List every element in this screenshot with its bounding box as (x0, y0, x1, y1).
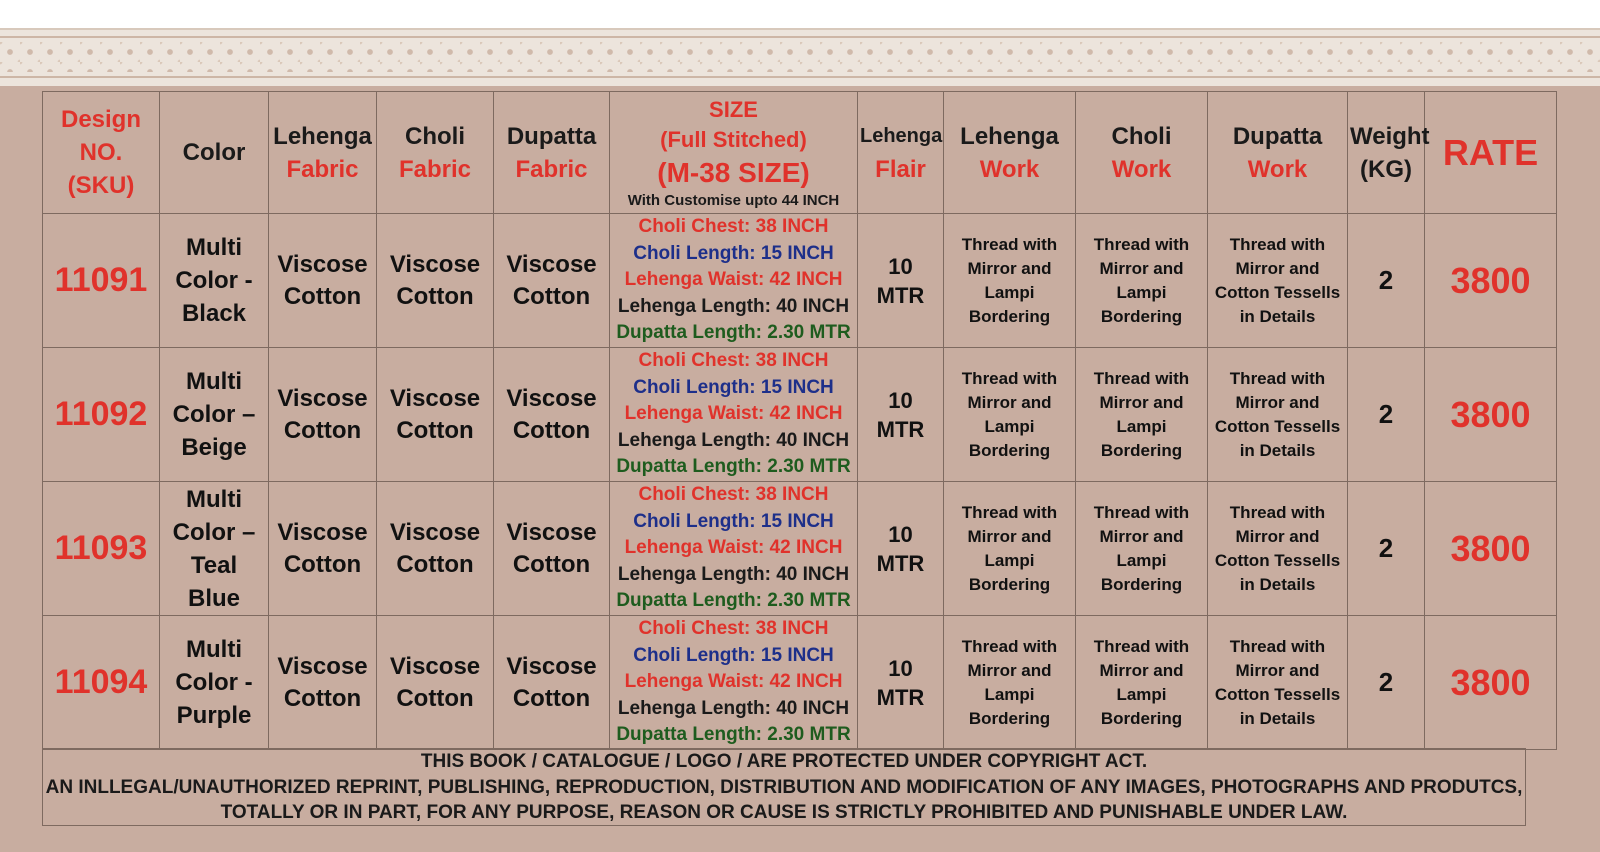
lehenga-waist: Lehenga Waist: 42 INCH (624, 403, 843, 425)
work-line: Bordering (1100, 708, 1183, 728)
work-line: Bordering (968, 440, 1051, 460)
choli-length: Choli Length: 15 INCH (633, 510, 834, 532)
work-line: in Details (1239, 574, 1316, 594)
flair-line: MTR (876, 282, 925, 308)
rate-cell (1425, 214, 1557, 348)
work-line: Cotton Tessells (1214, 416, 1341, 436)
lehenga-length: Lehenga Length: 40 INCH (617, 563, 850, 585)
dupatta-length: Dupatta Length: 2.30 MTR (616, 590, 851, 612)
flair-line: MTR (876, 550, 925, 576)
choli-fabric-cell (377, 616, 494, 750)
dupatta-fabric-cell (494, 348, 610, 482)
work-line: Cotton Tessells (1214, 282, 1341, 302)
color-cell (160, 616, 269, 750)
copyright-line: TOTALLY OR IN PART, FOR ANY PURPOSE, REASON OR CAUSE IS STRICTLY PROHIBITED AND PUNISHABLE UNDER LAW. (220, 802, 1348, 823)
work-line: Mirror and (967, 258, 1052, 278)
choli-fabric-cell (377, 348, 494, 482)
weight-cell (1348, 482, 1425, 616)
color-line: Color – (172, 401, 256, 428)
header-lehenga-fabric-line2: Fabric (286, 155, 359, 183)
header-weight (1348, 92, 1430, 214)
lehenga-fabric-cell (269, 482, 377, 616)
weight-cell (1348, 616, 1425, 750)
work-line: Thread with (1093, 368, 1190, 388)
lehenga-waist: Lehenga Waist: 42 INCH (624, 537, 843, 559)
choli-chest: Choli Chest: 38 INCH (638, 350, 829, 372)
band-line-bottom (0, 76, 1600, 78)
copyright-line: AN INLLEGAL/UNAUTHORIZED REPRINT, PUBLISHING, REPRODUCTION, DISTRIBUTION AND MODIFICATION OF ANY IMAGES, PHOTOGRAPHS AND PRODUTCS, (45, 776, 1523, 798)
fabric-line: Viscose (389, 384, 481, 412)
work-line: Bordering (1100, 440, 1183, 460)
lehenga-work-cell (944, 214, 1076, 348)
rate-value: 3800 (1450, 393, 1531, 435)
work-line: Lampi (984, 416, 1035, 436)
copyright-line: THIS BOOK / CATALOGUE / LOGO / ARE PROTECTED UNDER COPYRIGHT ACT. (420, 751, 1148, 772)
sku-cell (43, 214, 160, 348)
flair-cell (858, 616, 944, 750)
sku-cell (43, 616, 160, 750)
lehenga-fabric-cell (269, 348, 377, 482)
header-row (43, 92, 1557, 214)
work-line: Bordering (1100, 306, 1183, 326)
work-line: Mirror and (967, 392, 1052, 412)
header-lehenga-fabric (269, 92, 377, 214)
lehenga-waist: Lehenga Waist: 42 INCH (624, 671, 843, 693)
color-line: Color - (175, 267, 253, 294)
fabric-line: Viscose (389, 250, 481, 278)
color-cell (160, 482, 269, 616)
work-line: Lampi (984, 684, 1035, 704)
work-line: Thread with (961, 234, 1058, 254)
band-line-top (0, 36, 1600, 38)
work-line: Lampi (984, 282, 1035, 302)
work-line: Mirror and (1235, 392, 1320, 412)
dupatta-length: Dupatta Length: 2.30 MTR (616, 322, 851, 344)
work-line: Mirror and (1099, 526, 1184, 546)
header-dupatta-fabric-line2: Fabric (515, 155, 588, 183)
header-lehenga-flair-line1: Lehenga (860, 124, 943, 147)
header-size-note: With Customise upto 44 INCH (627, 191, 840, 209)
fabric-line: Viscose (506, 518, 597, 546)
work-line: Bordering (968, 708, 1051, 728)
work-line: Thread with (1093, 636, 1190, 656)
sku-value: 11094 (54, 663, 148, 701)
work-line: Thread with (961, 368, 1058, 388)
sku-value: 11091 (54, 261, 148, 299)
work-line: Mirror and (1099, 660, 1184, 680)
color-cell (160, 348, 269, 482)
work-line: in Details (1239, 306, 1316, 326)
work-line: Lampi (1116, 416, 1167, 436)
fabric-line: Viscose (389, 518, 481, 546)
flair-line: 10 (888, 387, 913, 413)
dupatta-work-cell (1208, 214, 1348, 348)
header-design-line1: Design (60, 106, 141, 133)
dupatta-length: Dupatta Length: 2.30 MTR (616, 456, 851, 478)
choli-work-cell (1076, 348, 1208, 482)
choli-fabric-cell (377, 214, 494, 348)
choli-length: Choli Length: 15 INCH (633, 376, 834, 398)
fabric-line: Cotton (283, 550, 362, 578)
header-rate (1425, 92, 1557, 214)
color-line: Black (181, 300, 247, 327)
color-line: Color – (172, 518, 256, 546)
choli-work-cell (1076, 616, 1208, 750)
fabric-line: Cotton (283, 282, 362, 310)
size-cell (610, 214, 858, 348)
rate-cell (1425, 482, 1557, 616)
fabric-line: Cotton (396, 282, 474, 310)
dupatta-work-cell (1208, 348, 1348, 482)
size-cell (610, 616, 858, 750)
header-choli-fabric-line2: Fabric (398, 155, 472, 183)
work-line: Mirror and (1235, 526, 1320, 546)
work-line: Cotton Tessells (1214, 684, 1341, 704)
lehenga-length: Lehenga Length: 40 INCH (617, 429, 850, 451)
rate-value: 3800 (1450, 527, 1531, 569)
choli-chest: Choli Chest: 38 INCH (638, 484, 829, 506)
color-line: Multi (186, 636, 242, 663)
fabric-line: Cotton (512, 684, 591, 712)
choli-chest: Choli Chest: 38 INCH (638, 618, 829, 640)
header-lehenga-work-line1: Lehenga (960, 122, 1059, 150)
header-weight-line1: Weight (1350, 122, 1430, 150)
fabric-line: Viscose (389, 652, 481, 680)
work-line: Cotton Tessells (1214, 550, 1341, 570)
flair-cell (858, 482, 944, 616)
fabric-line: Viscose (277, 250, 368, 278)
color-cell (160, 214, 269, 348)
work-line: Lampi (984, 550, 1035, 570)
lehenga-length: Lehenga Length: 40 INCH (617, 295, 850, 317)
header-lehenga-flair (858, 92, 944, 214)
work-line: Mirror and (967, 526, 1052, 546)
work-line: Mirror and (1235, 258, 1320, 278)
header-size-line3: (M-38 SIZE) (657, 156, 810, 188)
header-size-line2: (Full Stitched) (660, 126, 807, 152)
header-size-line1: SIZE (709, 96, 758, 122)
color-line: Multi (186, 234, 242, 261)
header-choli-work-line1: Choli (1111, 122, 1172, 150)
weight-cell (1348, 214, 1425, 348)
header-design (43, 92, 160, 214)
header-choli-fabric-line1: Choli (405, 122, 465, 150)
work-line: Thread with (1229, 502, 1326, 522)
dupatta-fabric-cell (494, 482, 610, 616)
table-row (43, 214, 1557, 348)
fabric-line: Cotton (396, 550, 474, 578)
dupatta-fabric-cell (494, 616, 610, 750)
header-dupatta-work-line2: Work (1247, 155, 1308, 183)
header-lehenga-work (944, 92, 1076, 214)
header-design-line3: (SKU) (67, 172, 135, 199)
work-line: Bordering (968, 306, 1051, 326)
work-line: Thread with (1229, 368, 1326, 388)
color-line: Multi (186, 368, 242, 395)
lehenga-work-cell (944, 482, 1076, 616)
work-line: Thread with (1229, 234, 1326, 254)
dupatta-fabric-cell (494, 214, 610, 348)
fabric-line: Cotton (512, 550, 591, 578)
header-color-label: Color (182, 139, 246, 166)
catalog-table (42, 91, 1557, 750)
flair-cell (858, 214, 944, 348)
band-pattern (0, 42, 1600, 72)
work-line: in Details (1239, 708, 1316, 728)
color-line: Purple (176, 702, 252, 729)
work-line: in Details (1239, 440, 1316, 460)
work-line: Mirror and (1235, 660, 1320, 680)
weight-cell (1348, 348, 1425, 482)
fabric-line: Viscose (506, 652, 597, 680)
header-dupatta-work-line1: Dupatta (1232, 122, 1323, 150)
choli-work-cell (1076, 482, 1208, 616)
choli-length: Choli Length: 15 INCH (633, 242, 834, 264)
header-size (610, 92, 858, 214)
lehenga-fabric-cell (269, 214, 377, 348)
dupatta-work-cell (1208, 616, 1348, 750)
work-line: Lampi (1116, 684, 1167, 704)
lehenga-length: Lehenga Length: 40 INCH (617, 697, 850, 719)
lehenga-waist: Lehenga Waist: 42 INCH (624, 269, 843, 291)
sku-value: 11093 (54, 529, 148, 567)
flair-cell (858, 348, 944, 482)
choli-chest: Choli Chest: 38 INCH (638, 216, 829, 238)
size-cell (610, 482, 858, 616)
header-design-line2: NO. (79, 139, 123, 166)
weight-value: 2 (1378, 533, 1394, 563)
flair-line: MTR (876, 684, 925, 710)
work-line: Lampi (1116, 282, 1167, 302)
work-line: Thread with (1093, 234, 1190, 254)
fabric-line: Viscose (506, 384, 597, 412)
work-line: Mirror and (1099, 392, 1184, 412)
fabric-line: Cotton (512, 416, 591, 444)
sku-cell (43, 348, 160, 482)
work-line: Mirror and (1099, 258, 1184, 278)
flair-line: 10 (888, 521, 913, 547)
flair-line: MTR (876, 416, 925, 442)
work-line: Thread with (1229, 636, 1326, 656)
header-choli-work (1076, 92, 1208, 214)
table-row (43, 616, 1557, 750)
fabric-line: Viscose (506, 250, 597, 278)
choli-fabric-cell (377, 482, 494, 616)
header-lehenga-fabric-line1: Lehenga (273, 122, 372, 150)
color-line: Teal Blue (187, 551, 240, 612)
lehenga-fabric-cell (269, 616, 377, 750)
fabric-line: Viscose (277, 652, 368, 680)
dupatta-length: Dupatta Length: 2.30 MTR (616, 724, 851, 746)
rate-cell (1425, 616, 1557, 750)
work-line: Thread with (1093, 502, 1190, 522)
header-choli-work-line2: Work (1111, 155, 1172, 183)
table-row (43, 482, 1557, 616)
work-line: Bordering (1100, 574, 1183, 594)
size-cell (610, 348, 858, 482)
rate-cell (1425, 348, 1557, 482)
work-line: Bordering (968, 574, 1051, 594)
dupatta-work-cell (1208, 482, 1348, 616)
header-dupatta-work (1208, 92, 1348, 214)
choli-length: Choli Length: 15 INCH (633, 644, 834, 666)
header-lehenga-flair-line2: Flair (875, 155, 926, 183)
weight-value: 2 (1378, 265, 1394, 295)
header-choli-fabric (377, 92, 494, 214)
fabric-line: Cotton (396, 684, 474, 712)
sku-value: 11092 (54, 395, 148, 433)
flair-line: 10 (888, 655, 913, 681)
color-line: Color - (175, 669, 253, 696)
rate-value: 3800 (1450, 661, 1531, 703)
fabric-line: Cotton (283, 684, 362, 712)
lehenga-work-cell (944, 616, 1076, 750)
header-rate-label: RATE (1442, 132, 1539, 173)
work-line: Mirror and (967, 660, 1052, 680)
choli-work-cell (1076, 214, 1208, 348)
header-weight-line2: (KG) (1360, 155, 1412, 183)
fabric-line: Viscose (277, 518, 368, 546)
table-row (43, 348, 1557, 482)
header-lehenga-work-line2: Work (979, 155, 1040, 183)
lehenga-work-cell (944, 348, 1076, 482)
fabric-line: Cotton (396, 416, 474, 444)
header-dupatta-fabric (494, 92, 610, 214)
color-line: Multi (186, 485, 242, 513)
work-line: Thread with (961, 502, 1058, 522)
work-line: Lampi (1116, 550, 1167, 570)
copyright-notice (42, 748, 1526, 826)
weight-value: 2 (1378, 399, 1394, 429)
decorative-border-band (0, 28, 1600, 88)
rate-value: 3800 (1450, 259, 1531, 301)
fabric-line: Viscose (277, 384, 368, 412)
sku-cell (43, 482, 160, 616)
fabric-line: Cotton (512, 282, 591, 310)
flair-line: 10 (888, 253, 913, 279)
weight-value: 2 (1378, 667, 1394, 697)
color-line: Beige (181, 434, 247, 461)
work-line: Thread with (961, 636, 1058, 656)
header-dupatta-fabric-line1: Dupatta (506, 122, 597, 150)
header-color (160, 92, 269, 214)
fabric-line: Cotton (283, 416, 362, 444)
